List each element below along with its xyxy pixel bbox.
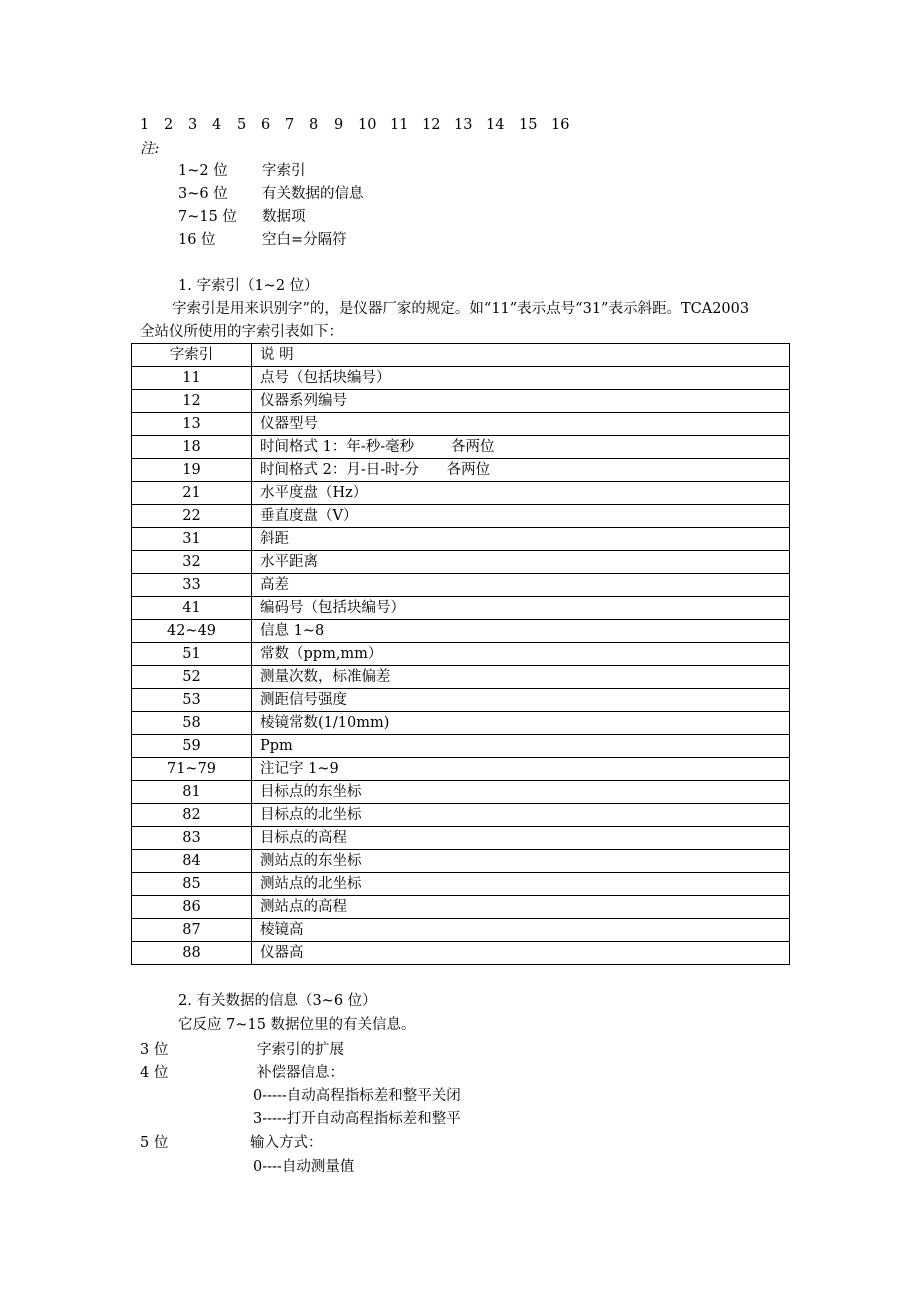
- description-cell: 信息 1~8: [252, 620, 790, 643]
- section1-paragraph-line1: 字索引是用来识别字”的，是仪器厂家的规定。如“11”表示点号“31”表示斜距。TCA2003: [172, 301, 750, 317]
- word-index-cell: 18: [132, 436, 252, 459]
- table-row: [132, 597, 790, 620]
- description-cell: 目标点的高程: [252, 827, 790, 850]
- description-cell: 斜距: [252, 528, 790, 551]
- table-row: [132, 505, 790, 528]
- bit-position: 12: [422, 117, 441, 133]
- description-cell: 仪器型号: [252, 413, 790, 436]
- table-header-index: 字索引: [132, 344, 252, 367]
- word-index-cell: 11: [132, 367, 252, 390]
- description-cell: 点号（包括块编号）: [252, 367, 790, 390]
- pos4-option-0: 0-----自动高程指标差和整平关闭: [253, 1088, 461, 1104]
- bit-position: 4: [212, 117, 222, 133]
- word-index-cell: 88: [132, 942, 252, 965]
- description-cell: 目标点的东坐标: [252, 781, 790, 804]
- bit-position: 16: [551, 117, 570, 133]
- bit-position: 15: [519, 117, 538, 133]
- table-row: [132, 620, 790, 643]
- pos5-option-0: 0----自动测量值: [253, 1159, 355, 1175]
- note-pos: 3~6 位: [178, 186, 228, 202]
- word-index-cell: 87: [132, 919, 252, 942]
- bit-position: 13: [454, 117, 473, 133]
- table-row: [132, 781, 790, 804]
- description-cell: 测站点的北坐标: [252, 873, 790, 896]
- bit-position: 8: [309, 117, 319, 133]
- pos3-desc: 字索引的扩展: [257, 1042, 344, 1058]
- table-row: [132, 804, 790, 827]
- pos3-label: 3 位: [140, 1042, 169, 1058]
- bit-position: 3: [188, 117, 198, 133]
- note-pos: 7~15 位: [178, 209, 237, 225]
- table-row: [132, 942, 790, 965]
- table-row: [132, 574, 790, 597]
- note-desc: 数据项: [262, 209, 306, 225]
- table-row: [132, 643, 790, 666]
- word-index-cell: 85: [132, 873, 252, 896]
- word-index-cell: 58: [132, 712, 252, 735]
- description-cell: 水平度盘（Hz）: [252, 482, 790, 505]
- description-cell: 注记字 1~9: [252, 758, 790, 781]
- table-row: [132, 919, 790, 942]
- table-row: [132, 551, 790, 574]
- word-index-cell: 53: [132, 689, 252, 712]
- bit-position: 7: [285, 117, 295, 133]
- word-index-cell: 21: [132, 482, 252, 505]
- section2-heading: 2. 有关数据的信息（3~6 位）: [178, 993, 377, 1009]
- pos5-label: 5 位: [140, 1135, 169, 1151]
- word-index-cell: 51: [132, 643, 252, 666]
- word-index-cell: 83: [132, 827, 252, 850]
- bit-position: 10: [358, 117, 377, 133]
- note-label: 注:: [140, 141, 160, 157]
- bit-position: 5: [237, 117, 247, 133]
- table-row: [132, 482, 790, 505]
- table-row: [132, 413, 790, 436]
- word-index-cell: 32: [132, 551, 252, 574]
- table-row: [132, 896, 790, 919]
- pos4-desc: 补偿器信息：: [257, 1065, 344, 1081]
- bit-position: 14: [486, 117, 505, 133]
- table-row: [132, 528, 790, 551]
- note-pos: 16 位: [178, 232, 216, 248]
- table-header-description: 说 明: [252, 344, 790, 367]
- description-cell: 测站点的东坐标: [252, 850, 790, 873]
- word-index-cell: 71~79: [132, 758, 252, 781]
- word-index-cell: 33: [132, 574, 252, 597]
- word-index-cell: 42~49: [132, 620, 252, 643]
- description-cell: 仪器高: [252, 942, 790, 965]
- description-cell: 仪器系列编号: [252, 390, 790, 413]
- pos4-option-3: 3-----打开自动高程指标差和整平: [253, 1111, 461, 1127]
- table-row: [132, 712, 790, 735]
- table-row: [132, 735, 790, 758]
- description-cell: Ppm: [252, 735, 790, 758]
- table-row: [132, 873, 790, 896]
- table-row: [132, 827, 790, 850]
- description-cell: 水平距离: [252, 551, 790, 574]
- section1-paragraph-line2: 全站仪所使用的字索引表如下：: [140, 324, 343, 340]
- table-row: [132, 758, 790, 781]
- table-row: [132, 689, 790, 712]
- word-index-cell: 84: [132, 850, 252, 873]
- word-index-cell: 86: [132, 896, 252, 919]
- bit-position: 1: [140, 117, 150, 133]
- word-index-cell: 31: [132, 528, 252, 551]
- description-cell: 编码号（包括块编号）: [252, 597, 790, 620]
- description-cell: 测站点的高程: [252, 896, 790, 919]
- bit-position: 11: [390, 117, 409, 133]
- word-index-cell: 82: [132, 804, 252, 827]
- note-pos: 1~2 位: [178, 163, 228, 179]
- table-row: [132, 850, 790, 873]
- note-desc: 有关数据的信息: [262, 186, 364, 202]
- bit-position: 2: [164, 117, 174, 133]
- description-cell: 棱镜高: [252, 919, 790, 942]
- word-index-cell: 12: [132, 390, 252, 413]
- bit-position: 9: [334, 117, 344, 133]
- word-index-cell: 81: [132, 781, 252, 804]
- description-cell: 测量次数，标准偏差: [252, 666, 790, 689]
- description-cell: 目标点的北坐标: [252, 804, 790, 827]
- word-index-cell: 41: [132, 597, 252, 620]
- word-index-cell: 13: [132, 413, 252, 436]
- table-row: [132, 666, 790, 689]
- section1-heading: 1. 字索引（1~2 位）: [178, 278, 319, 294]
- description-cell: 测距信号强度: [252, 689, 790, 712]
- description-cell: 时间格式 1：年-秒-毫秒 各两位: [252, 436, 790, 459]
- table-row: [132, 436, 790, 459]
- word-index-cell: 22: [132, 505, 252, 528]
- description-cell: 时间格式 2：月-日-时-分 各两位: [252, 459, 790, 482]
- word-index-cell: 52: [132, 666, 252, 689]
- word-index-table: [131, 343, 790, 965]
- table-row: [132, 390, 790, 413]
- pos4-label: 4 位: [140, 1065, 169, 1081]
- pos5-desc: 输入方式：: [250, 1135, 323, 1151]
- note-desc: 空白=分隔符: [262, 232, 347, 248]
- description-cell: 棱镜常数(1/10mm): [252, 712, 790, 735]
- bit-position: 6: [261, 117, 271, 133]
- description-cell: 常数（ppm,mm）: [252, 643, 790, 666]
- table-row: [132, 367, 790, 390]
- table-row: [132, 459, 790, 482]
- word-index-cell: 19: [132, 459, 252, 482]
- table-header-row: [132, 344, 790, 367]
- note-desc: 字索引: [262, 163, 306, 179]
- section2-paragraph: 它反应 7~15 数据位里的有关信息。: [178, 1017, 416, 1033]
- description-cell: 垂直度盘（V）: [252, 505, 790, 528]
- description-cell: 高差: [252, 574, 790, 597]
- word-index-cell: 59: [132, 735, 252, 758]
- bit-position-ruler: [140, 115, 569, 135]
